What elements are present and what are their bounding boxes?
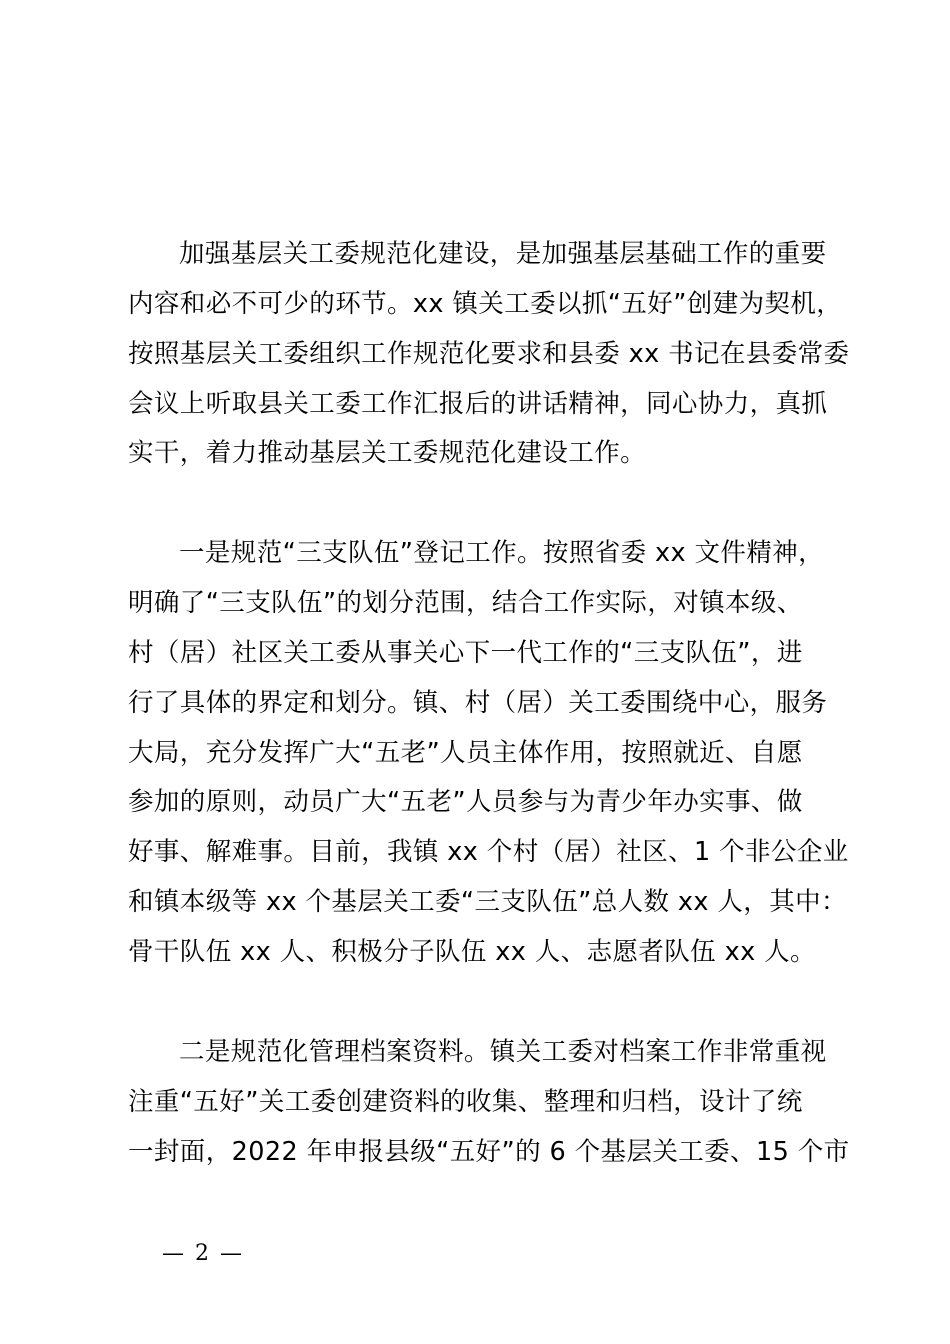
paragraph-line: 好事、解难事。目前，我镇 xx 个村（居）社区、1 个非公企业 bbox=[128, 837, 849, 867]
paragraph-line: 内容和必不可少的环节。xx 镇关工委以抓“五好”创建为契机， bbox=[128, 289, 843, 319]
paragraph-line: 参加的原则，动员广大“五老”人员参与为青少年办实事、做 bbox=[128, 787, 803, 817]
page-number: — 2 — bbox=[162, 1241, 244, 1266]
paragraph-line: 明确了“三支队伍”的划分范围，结合工作实际，对镇本级、 bbox=[128, 588, 803, 618]
paragraph-line: 村（居）社区关工委从事关心下一代工作的“三支队伍”，进 bbox=[128, 638, 803, 668]
paragraph-line: 一是规范“三支队伍”登记工作。按照省委 xx 文件精神， bbox=[179, 538, 825, 568]
paragraph-line: 一封面，2022 年申报县级“五好”的 6 个基层关工委、15 个市 bbox=[128, 1137, 850, 1167]
paragraph-line: 加强基层关工委规范化建设，是加强基层基础工作的重要 bbox=[179, 239, 827, 269]
paragraph-line: 会议上听取县关工委工作汇报后的讲话精神，同心协力，真抓 bbox=[128, 389, 828, 419]
paragraph-line: 和镇本级等 xx 个基层关工委“三支队伍”总人数 xx 人，其中： bbox=[128, 887, 847, 917]
paragraph-line: 大局，充分发挥广大“五老”人员主体作用，按照就近、自愿 bbox=[128, 738, 803, 768]
paragraph-line: 行了具体的界定和划分。镇、村（居）关工委围绕中心，服务 bbox=[128, 688, 828, 718]
paragraph-line: 实干，着力推动基层关工委规范化建设工作。 bbox=[128, 438, 647, 468]
paragraph-line: 二是规范化管理档案资料。镇关工委对档案工作非常重视 bbox=[179, 1037, 827, 1067]
paragraph-line: 按照基层关工委组织工作规范化要求和县委 xx 书记在县委常委 bbox=[128, 339, 850, 369]
paragraph-line: 骨干队伍 xx 人、积极分子队伍 xx 人、志愿者队伍 xx 人。 bbox=[128, 937, 816, 967]
paragraph-line: 注重“五好”关工委创建资料的收集、整理和归档，设计了统 bbox=[128, 1087, 803, 1117]
